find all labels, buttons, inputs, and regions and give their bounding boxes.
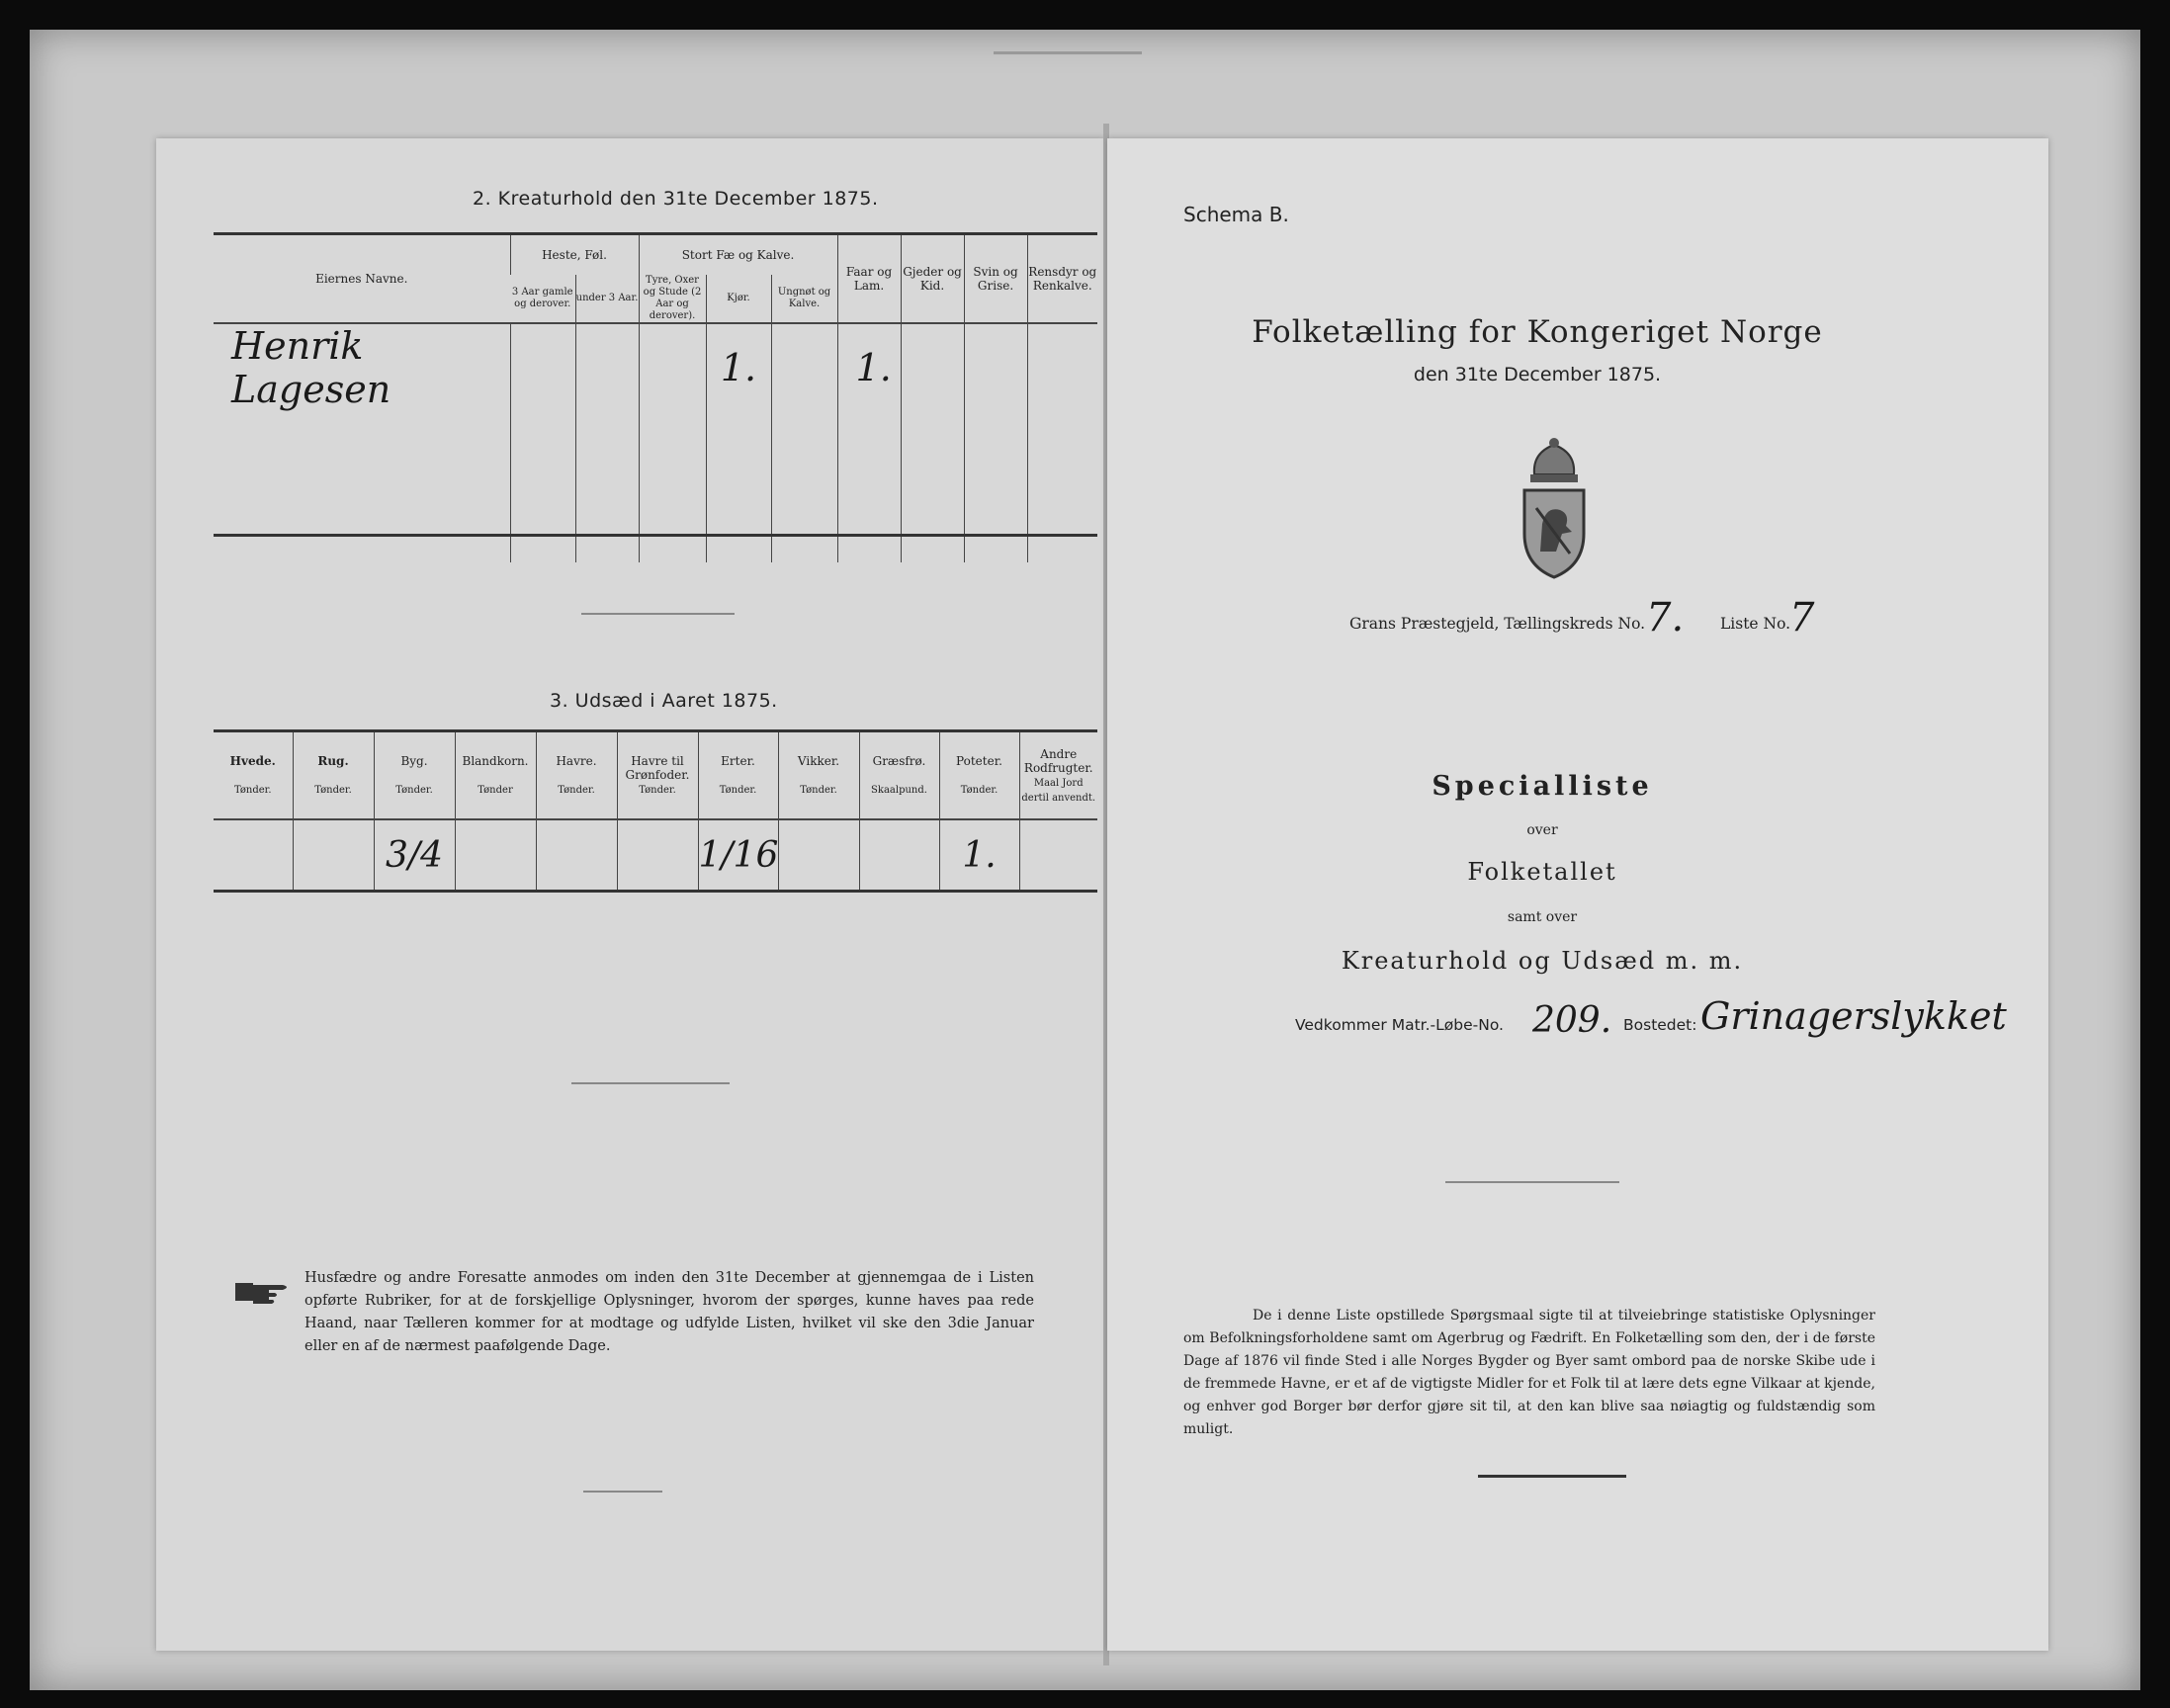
kreaturhold-title: Kreaturhold og Udsæd m. m. — [1341, 947, 1744, 975]
divider — [571, 1082, 730, 1084]
bosted-value: Grinagerslykket — [1700, 994, 2007, 1038]
header-calves: Ungnøt og Kalve. — [771, 275, 837, 323]
scan-mark — [994, 51, 1142, 54]
matr-label: Vedkommer Matr.-Løbe-No. — [1295, 1016, 1504, 1034]
seed-header: Hvede. Tønder. — [229, 754, 276, 796]
header-reindeer: Rensdyr og Renkalve. — [1027, 235, 1097, 323]
seed-table — [214, 732, 1097, 891]
seed-header: Byg. Tønder. — [374, 732, 455, 819]
header-horses: Heste, Føl. — [510, 235, 639, 275]
main-title: Folketælling for Kongeriget Norge — [1252, 314, 1823, 350]
specialliste-title: Specialliste — [1432, 771, 1653, 802]
seed-header: Havre til Grønfoder. Tønder. — [617, 732, 698, 819]
seed-header: Rug. Tønder. — [293, 732, 374, 819]
seed-header: Poteter. Tønder. — [939, 732, 1019, 819]
section2-title: 2. Kreaturhold den 31te December 1875. — [473, 188, 879, 210]
seed-value — [778, 819, 859, 891]
header-bulls: Tyre, Oxer og Stude (2 Aar og derover). — [639, 275, 706, 323]
seed-value-byg: 3/4 — [374, 819, 455, 891]
header-horses-old: 3 Aar gamle og derover. — [511, 287, 573, 309]
date-line: den 31te December 1875. — [1413, 364, 1662, 385]
left-page — [156, 138, 1105, 1651]
seed-header: Græsfrø. Skaalpund. — [859, 732, 939, 819]
seed-value — [214, 819, 293, 891]
over-1: over — [1526, 822, 1558, 838]
schema-label: Schema B. — [1183, 203, 1289, 226]
table-bottom-rule — [214, 534, 1097, 537]
divider — [1445, 1181, 1619, 1183]
seed-value — [536, 819, 617, 891]
footer-text: De i denne Liste opstillede Spørgsmaal sigte til at tilveiebringe statistiske Oplysninger om Befolkningsforholdene samt om Agerbrug og Fædrift. En Folketælling som den, der i de første Dage af 1876 vil finde Sted i alle Norges Bygder og Byer samt ombord paa de norske Skibe ude i de fremmede Havne, er et af de vigtigste Midler for et Folk til at lære dets egne Vilkaar at kjende, og enhver god Borger bør derfor gjøre sit til, at den kan blive saa nøiagtig og fuldstændig som muligt. — [1183, 1308, 1875, 1437]
seed-value — [455, 819, 536, 891]
right-page — [1107, 138, 2048, 1651]
seed-value — [1019, 819, 1097, 891]
header-owner: Eiernes Navne. — [315, 272, 408, 286]
seed-header: Havre. Tønder. — [536, 732, 617, 819]
bosted-label: Bostedet: — [1623, 1016, 1697, 1034]
cows-value: 1. — [706, 323, 771, 411]
seed-value — [617, 819, 698, 891]
header-goats: Gjeder og Kid. — [901, 235, 964, 323]
header-cows: Kjør. — [706, 275, 771, 323]
seed-value-erter: 1/16 — [698, 819, 778, 891]
seed-header: Andre Rodfrugter. Maal Jord dertil anvendt. — [1019, 732, 1097, 819]
header-pigs: Svin og Grise. — [964, 235, 1027, 323]
divider — [1478, 1475, 1626, 1478]
seed-header: Erter. Tønder. — [698, 732, 778, 819]
seed-header-row — [214, 732, 1097, 819]
divider — [581, 613, 735, 615]
seed-value — [859, 819, 939, 891]
seed-bottom-rule — [214, 890, 1097, 893]
coat-of-arms-icon — [1513, 435, 1596, 581]
owner-name: Henrik Lagesen — [231, 324, 391, 411]
header-horses-young: under 3 Aar. — [575, 275, 639, 323]
section3-title: 3. Udsæd i Aaret 1875. — [550, 690, 778, 712]
header-sheep: Faar og Lam. — [837, 235, 901, 323]
parish-label: Grans Præstegjeld, Tællingskreds No. — [1349, 615, 1646, 633]
samt-over: samt over — [1507, 909, 1578, 925]
seed-value-poteter: 1. — [939, 819, 1019, 891]
list-no: 7 — [1789, 595, 1815, 640]
list-label: Liste No. — [1720, 615, 1791, 633]
sheep-value: 1. — [837, 323, 901, 411]
pointing-hand-icon — [235, 1275, 295, 1307]
divider — [583, 1491, 662, 1493]
seed-value — [293, 819, 374, 891]
notice-text: Husfædre og andre Foresatte anmodes om inden den 31te December at gjennemgaa de i Listen opførte Rubriker, for at de forskjellige Oplysninger, hvorom der spørges, kunne haves paa rede Haand, naar Tælleren kommer for at modtage og udfylde Listen, hvilket vil ske den 3die Januar eller en af de nærmest paafølgende Dage. — [304, 1270, 1034, 1354]
header-cattle: Stort Fæ og Kalve. — [639, 235, 837, 275]
matr-no: 209. — [1532, 1000, 1612, 1041]
seed-header: Vikker. Tønder. — [778, 732, 859, 819]
district-no: 7. — [1646, 595, 1685, 640]
seed-header: Blandkorn. Tønder — [455, 732, 536, 819]
folketallet: Folketallet — [1467, 858, 1617, 886]
livestock-table — [214, 235, 1097, 562]
